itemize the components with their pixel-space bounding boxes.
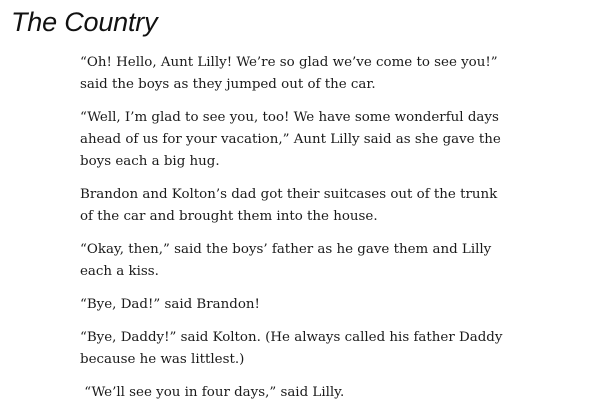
chapter-title: The Country bbox=[11, 7, 158, 37]
story-paragraph: Brandon and Kolton’s dad got their suitcases out of the trunk of the car and brought them into the house. bbox=[80, 187, 498, 224]
story-paragraph: “Oh! Hello, Aunt Lilly! We’re so glad we’ve come to see you!” said the boys as they jumped out of the car. bbox=[80, 55, 498, 92]
story-paragraph: “Okay, then,” said the boys’ father as he gave them and Lilly each a kiss. bbox=[80, 242, 492, 279]
story-body bbox=[80, 52, 505, 404]
story-paragraph: “We’ll see you in four days,” said Lilly. bbox=[80, 385, 345, 400]
story-paragraph: “Bye, Dad!” said Brandon! bbox=[80, 297, 260, 312]
story-paragraph: “Well, I’m glad to see you, too! We have some wonderful days ahead of us for your vacation,” Aunt Lilly said as she gave the boys each a big hug. bbox=[80, 110, 501, 169]
story-paragraph: “Bye, Daddy!” said Kolton. (He always called his father Daddy because he was littlest.) bbox=[80, 330, 503, 367]
